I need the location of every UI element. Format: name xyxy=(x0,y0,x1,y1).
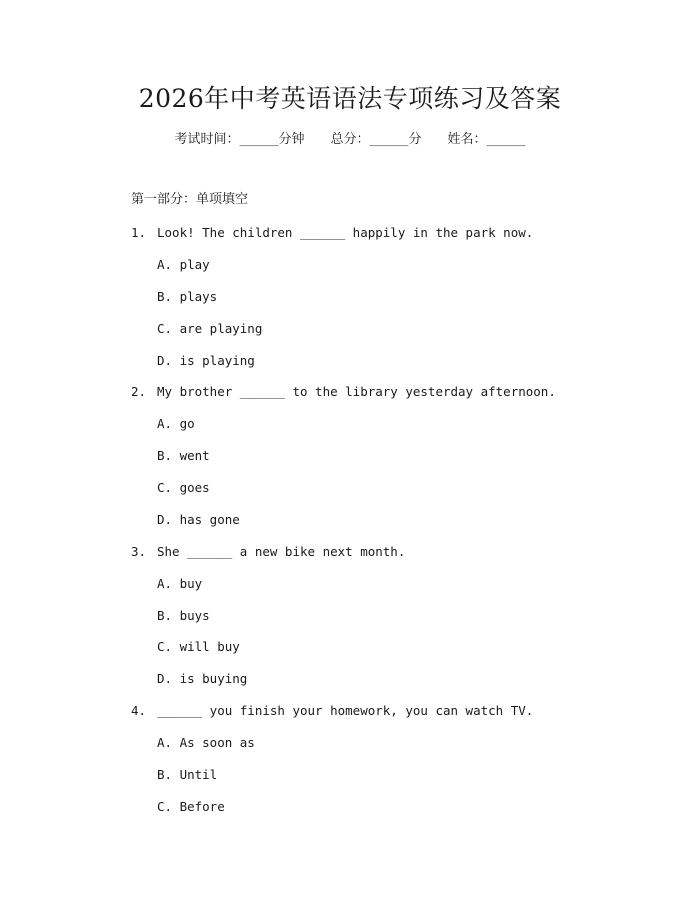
answer-option: B. buys xyxy=(157,608,210,623)
document-title: 2026年中考英语语法专项练习及答案 xyxy=(138,84,562,113)
answer-option: B. went xyxy=(157,448,210,463)
question-number: 3. xyxy=(131,544,147,559)
question-number: 2. xyxy=(131,384,147,399)
answer-option: D. has gone xyxy=(157,512,240,527)
answer-option: C. goes xyxy=(157,480,210,495)
question xyxy=(131,383,556,401)
question xyxy=(131,224,533,242)
student-name-label: 姓名：______ xyxy=(447,132,526,147)
answer-option: D. is buying xyxy=(157,671,248,686)
answer-option: C. Before xyxy=(157,799,225,814)
question xyxy=(131,543,405,561)
total-score-label: 总分：______分 xyxy=(330,132,422,147)
section-title: 第一部分：单项填空 xyxy=(131,192,249,207)
question-number: 1. xyxy=(131,225,147,240)
answer-option: C. will buy xyxy=(157,639,240,654)
exam-time-label: 考试时间：______分钟 xyxy=(174,132,305,147)
answer-option: B. plays xyxy=(157,289,218,304)
answer-option: A. play xyxy=(157,257,210,272)
answer-option: B. Until xyxy=(157,767,218,782)
answer-option: A. As soon as xyxy=(157,735,255,750)
question-text: Look! The children ______ happily in the park now. xyxy=(157,225,534,240)
answer-option: C. are playing xyxy=(157,321,263,336)
question-number: 4. xyxy=(131,703,147,718)
question xyxy=(131,702,533,720)
question-text: She ______ a new bike next month. xyxy=(157,544,406,559)
answer-option: A. go xyxy=(157,416,195,431)
answer-option: D. is playing xyxy=(157,353,255,368)
question-text: My brother ______ to the library yesterday afternoon. xyxy=(157,384,556,399)
answer-option: A. buy xyxy=(157,576,203,591)
question-text: ______ you finish your homework, you can watch TV. xyxy=(157,703,534,718)
exam-meta xyxy=(0,131,700,149)
